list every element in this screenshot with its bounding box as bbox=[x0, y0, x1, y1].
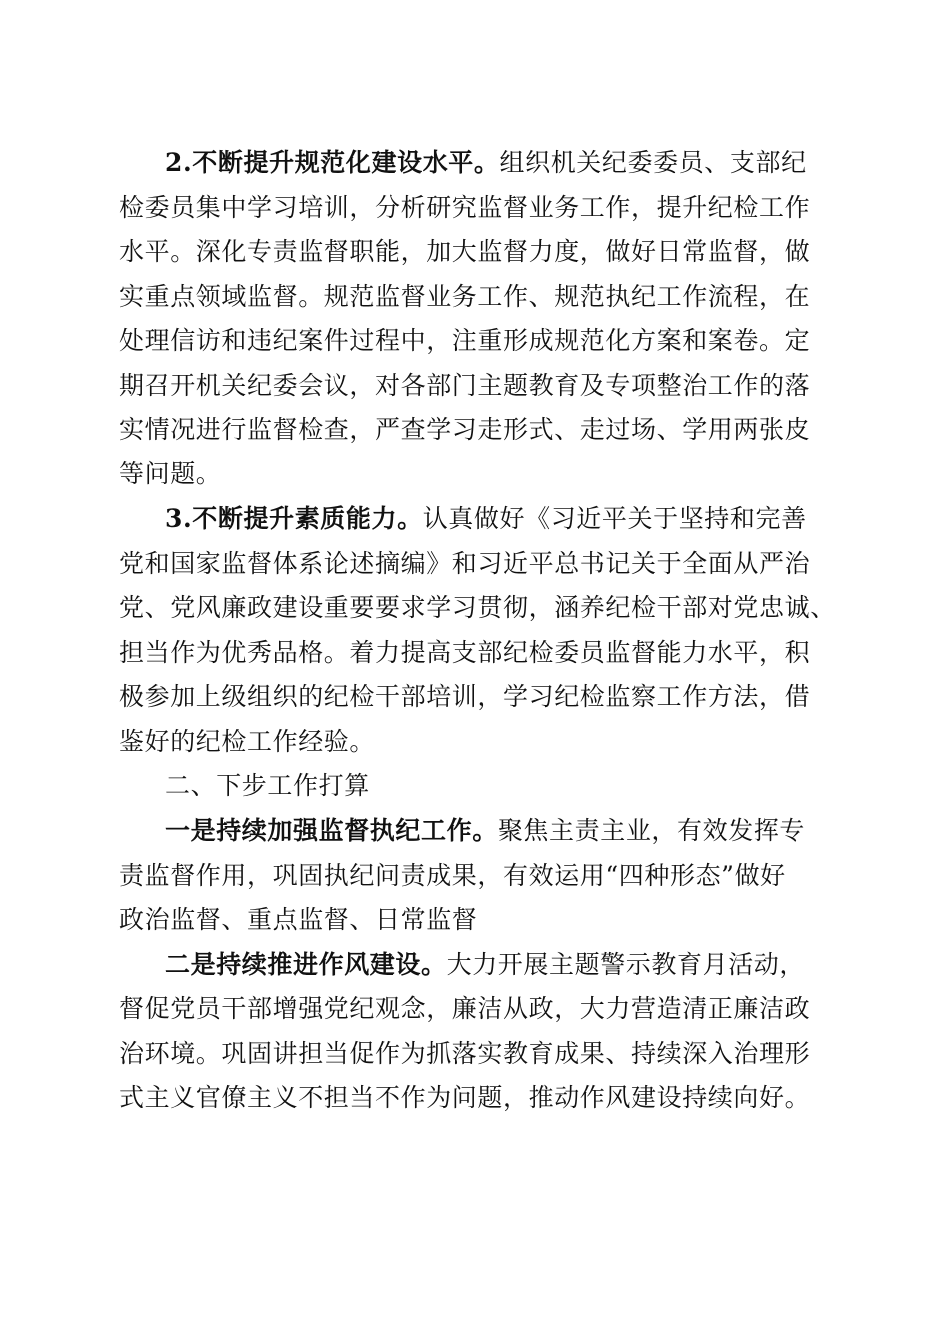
paragraph-3-line-4: 担当作为优秀品格。着力提高支部纪检委员监督能力水平，积 bbox=[119, 638, 811, 667]
paragraph-2-line-5: 处理信访和违纪案件过程中，注重形成规范化方案和案卷。定 bbox=[119, 326, 811, 355]
paragraph-2-text: 组织机关纪委委员、支部纪 bbox=[499, 148, 807, 177]
paragraph-b-line-4: 式主义官僚主义不担当不作为问题，推动作风建设持续向好。 bbox=[119, 1083, 811, 1112]
paragraph-3-line-2: 党和国家监督体系论述摘编》和习近平总书记关于全面从严治 bbox=[119, 549, 811, 578]
paragraph-b-line-2: 督促党员干部增强党纪观念，廉洁从政，大力营造清正廉洁政 bbox=[119, 994, 811, 1023]
paragraph-2-line-1 bbox=[165, 148, 807, 178]
paragraph-3-line-3: 党、党风廉政建设重要要求学习贯彻，涵养纪检干部对党忠诚、 bbox=[119, 593, 836, 622]
paragraph-2-line-7: 实情况进行监督检查，严查学习走形式、走过场、学用两张皮 bbox=[119, 415, 811, 444]
paragraph-3-line-1 bbox=[165, 504, 807, 534]
paragraph-3-line-5: 极参加上级组织的纪检干部培训，学习纪检监察工作方法，借 bbox=[119, 682, 811, 711]
paragraph-a-line-3: 政治监督、重点监督、日常监督 bbox=[119, 905, 478, 934]
paragraph-2-line-4: 实重点领域监督。规范监督业务工作、规范执纪工作流程，在 bbox=[119, 282, 811, 311]
paragraph-b-line-1 bbox=[165, 950, 805, 980]
paragraph-2-line-6: 期召开机关纪委会议，对各部门主题教育及专项整治工作的落 bbox=[119, 371, 811, 400]
paragraph-a-line-2: 责监督作用，巩固执纪问责成果，有效运用“四种形态”做好 bbox=[119, 861, 786, 890]
paragraph-b-line-3: 治环境。巩固讲担当促作为抓落实教育成果、持续深入治理形 bbox=[119, 1039, 811, 1068]
paragraph-2-line-3: 水平。深化专责监督职能，加大监督力度，做好日常监督，做 bbox=[119, 237, 811, 266]
paragraph-2-line-2: 检委员集中学习培训，分析研究监督业务工作，提升纪检工作 bbox=[119, 193, 811, 222]
paragraph-3-text: 认真做好《习近平关于坚持和完善 bbox=[422, 504, 807, 533]
paragraph-2-line-8: 等问题。 bbox=[119, 459, 222, 488]
paragraph-2-title: 2.不断提升规范化建设水平。 bbox=[165, 148, 500, 177]
paragraph-b-title: 二是持续推进作风建设。 bbox=[165, 950, 447, 979]
paragraph-3-line-6: 鉴好的纪检工作经验。 bbox=[119, 727, 376, 756]
paragraph-a-text: 聚焦主责主业，有效发挥专 bbox=[497, 816, 806, 845]
paragraph-a-line-1 bbox=[165, 816, 805, 846]
paragraph-3-title: 3.不断提升素质能力。 bbox=[165, 504, 423, 533]
section-heading: 二、下步工作打算 bbox=[165, 771, 370, 800]
paragraph-a-title: 一是持续加强监督执纪工作。 bbox=[165, 816, 498, 845]
paragraph-b-text: 大力开展主题警示教育月活动， bbox=[446, 950, 806, 979]
